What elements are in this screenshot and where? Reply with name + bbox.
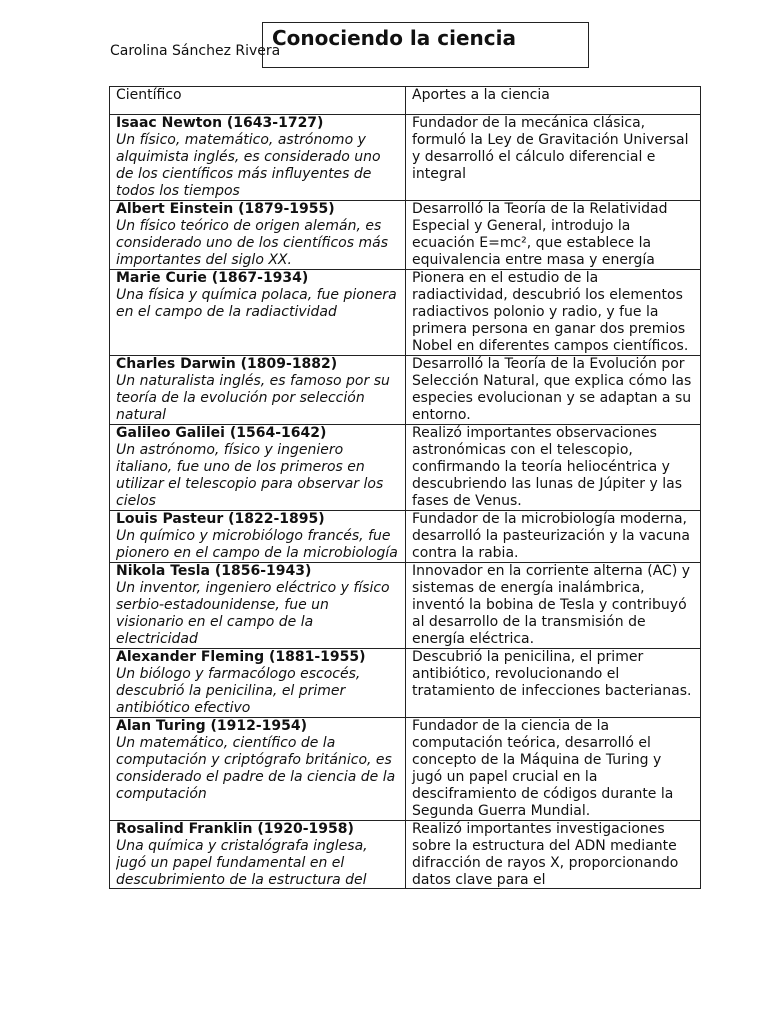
scientist-name: Marie Curie (1867-1934) [116, 270, 309, 286]
scientist-cell [110, 718, 406, 821]
contribution-text: Innovador en la corriente alterna (AC) y sistemas de energía inalámbrica, inventó la bobina de Tesla y contribuyó al desarrollo de la transmisión de energía eléctrica. [412, 563, 691, 647]
scientist-cell [110, 356, 406, 425]
scientist-name: Rosalind Franklin (1920-1958) [116, 821, 354, 837]
header-scientist: Científico [110, 87, 406, 115]
contribution-text: Pionera en el estudio de la radiactividad, descubrió los elementos radiactivos polonio y radio, y fue la primera persona en ganar dos premios Nobel en diferentes campos científicos. [412, 270, 689, 354]
scientist-name: Alexander Fleming (1881-1955) [116, 649, 366, 665]
contribution-text: Desarrolló la Teoría de la Evolución por Selección Natural, que explica cómo las especies evolucionan y se adaptan a su entorno. [412, 356, 692, 423]
table-row [110, 356, 701, 425]
scientist-name: Galileo Galilei (1564-1642) [116, 425, 327, 441]
contribution-text: Fundador de la ciencia de la computación teórica, desarrolló el concepto de la Máquina de Turing y jugó un papel crucial en la desciframiento de códigos durante la Segunda Guerra Mundial. [412, 718, 674, 819]
scientist-bio: Un inventor, ingeniero eléctrico y físico serbio-estadounidense, fue un visionario en el campo de la electricidad [116, 580, 390, 647]
scientist-name: Charles Darwin (1809-1882) [116, 356, 338, 372]
document-title: Conociendo la ciencia [272, 26, 516, 50]
author-name: Carolina Sánchez Rivera [110, 43, 281, 59]
scientist-bio: Un físico, matemático, astrónomo y alquimista inglés, es considerado uno de los científicos más influyentes de todos los tiempos [116, 132, 381, 199]
scientist-name: Isaac Newton (1643-1727) [116, 115, 324, 131]
scientist-cell [110, 511, 406, 563]
scientist-bio: Una química y cristalógrafa inglesa, jugó un papel fundamental en el descubrimiento de la estructura del [116, 838, 368, 888]
scientist-bio: Un biólogo y farmacólogo escocés, descubrió la penicilina, el primer antibiótico efectivo [116, 666, 361, 716]
contribution-text: Desarrolló la Teoría de la Relatividad Especial y General, introdujo la ecuación E=mc², que establece la equivalencia entre masa y energía [412, 201, 668, 268]
table-row [110, 270, 701, 356]
table-row [110, 563, 701, 649]
contribution-cell [406, 563, 701, 649]
scientist-name: Nikola Tesla (1856-1943) [116, 563, 312, 579]
table-row [110, 425, 701, 511]
table-row [110, 718, 701, 821]
scientist-bio: Un matemático, científico de la computación y criptógrafo británico, es considerado el padre de la ciencia de la computación [116, 735, 396, 802]
scientist-cell [110, 649, 406, 718]
table-row [110, 115, 701, 201]
scientist-bio: Un físico teórico de origen alemán, es considerado uno de los científicos más importantes del siglo XX. [116, 218, 388, 268]
scientist-bio: Una física y química polaca, fue pionera en el campo de la radiactividad [116, 287, 397, 320]
contribution-cell [406, 718, 701, 821]
table-row [110, 201, 701, 270]
contribution-cell [406, 201, 701, 270]
table-row [110, 511, 701, 563]
table-row [110, 649, 701, 718]
scientists-table [109, 86, 701, 889]
contribution-cell [406, 649, 701, 718]
scientist-cell [110, 821, 406, 889]
contribution-cell [406, 270, 701, 356]
scientist-cell [110, 270, 406, 356]
scientist-bio: Un químico y microbiólogo francés, fue pionero en el campo de la microbiología [116, 528, 398, 561]
scientist-name: Albert Einstein (1879-1955) [116, 201, 335, 217]
header-contributions: Aportes a la ciencia [406, 87, 701, 115]
scientist-cell [110, 563, 406, 649]
contribution-cell [406, 115, 701, 201]
scientist-bio: Un naturalista inglés, es famoso por su teoría de la evolución por selección natural [116, 373, 390, 423]
scientist-bio: Un astrónomo, físico y ingeniero italiano, fue uno de los primeros en utilizar el telescopio para observar los cielos [116, 442, 384, 509]
contribution-text: Realizó importantes observaciones astronómicas con el telescopio, confirmando la teoría heliocéntrica y descubriendo las lunas de Júpiter y las fases de Venus. [412, 425, 682, 509]
scientist-cell [110, 425, 406, 511]
contribution-text: Realizó importantes investigaciones sobre la estructura del ADN mediante difracción de rayos X, proporcionando datos clave para el [412, 821, 679, 888]
contribution-text: Fundador de la mecánica clásica, formuló la Ley de Gravitación Universal y desarrolló el cálculo diferencial e integral [412, 115, 689, 182]
contribution-cell [406, 511, 701, 563]
contribution-cell [406, 821, 701, 889]
contribution-text: Fundador de la microbiología moderna, desarrolló la pasteurización y la vacuna contra la rabia. [412, 511, 690, 561]
contribution-text: Descubrió la penicilina, el primer antibiótico, revolucionando el tratamiento de infecciones bacterianas. [412, 649, 692, 699]
scientist-cell [110, 201, 406, 270]
table-row [110, 821, 701, 889]
scientist-name: Louis Pasteur (1822-1895) [116, 511, 325, 527]
contribution-cell [406, 356, 701, 425]
scientist-cell [110, 115, 406, 201]
scientist-name: Alan Turing (1912-1954) [116, 718, 308, 734]
table-header-row [110, 87, 701, 115]
contribution-cell [406, 425, 701, 511]
